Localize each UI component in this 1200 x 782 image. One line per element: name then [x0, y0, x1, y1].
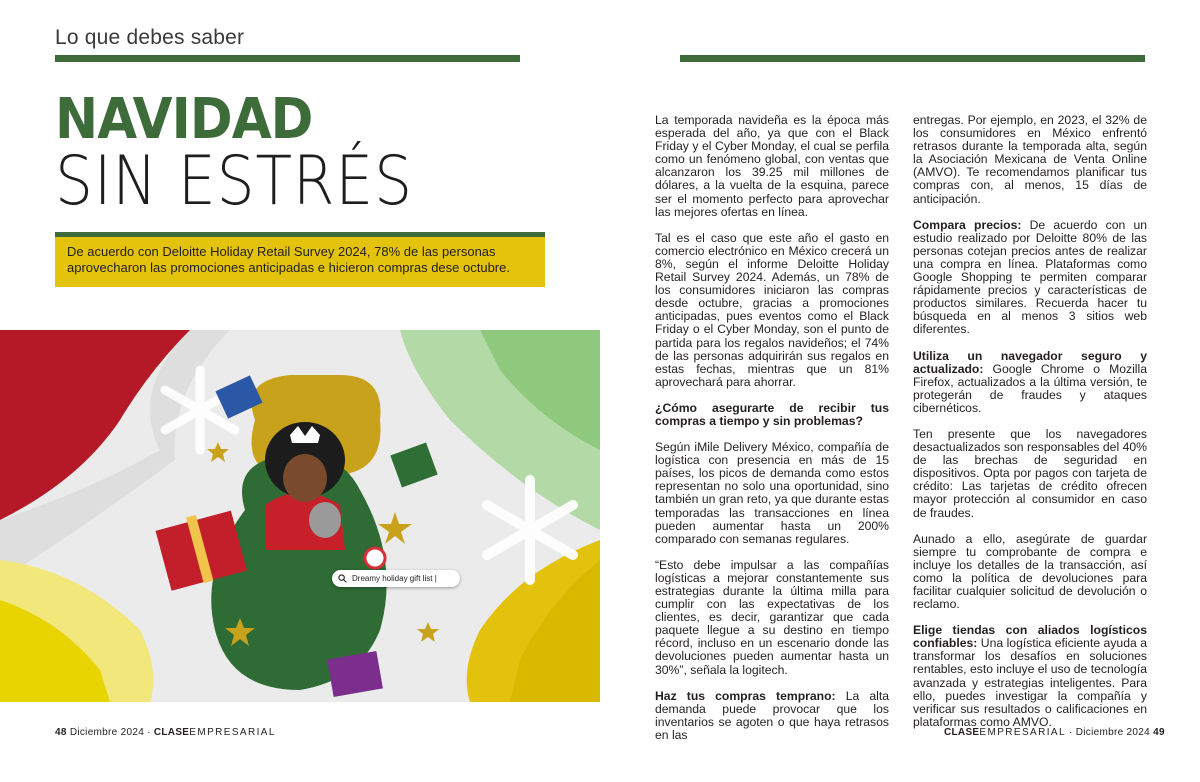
headline-line-1: NAVIDAD: [55, 87, 313, 152]
page-number-right: 49: [1153, 727, 1165, 738]
search-bar: Dreamy holiday gift list |: [332, 570, 460, 587]
search-text: Dreamy holiday gift list: [352, 574, 433, 583]
footer-date-left: Diciembre 2024 ·: [69, 727, 151, 738]
paragraph: entregas. Por ejemplo, en 2023, el 32% de los consumidores en México enfrentó retrasos durante la temporada alta, según la Asociación Mexicana de Venta Online (AMVO). Te recomendamos planificar tus compras con, al menos, 15 días de anticipación.: [913, 113, 1147, 206]
paragraph: [913, 350, 1147, 415]
article-column-1: [655, 114, 889, 755]
subheading: ¿Cómo asegurarte de recibir tus compras a tiempo y sin problemas?: [655, 400, 889, 428]
paragraph: Aunado a ello, asegúrate de guardar siempre tu comprobante de compra e incluye los detalles de la transacción, así como la política de devoluciones para facilitar cualquier solicitud de devolución o reclamo.: [913, 531, 1147, 612]
brand-rest: EMPRESARIAL: [979, 727, 1066, 738]
footer-right: [944, 727, 1165, 738]
paragraph: [655, 690, 889, 742]
header-rule-right: [680, 55, 1145, 62]
brand-rest: EMPRESARIAL: [189, 727, 276, 738]
paragraph-text: De acuerdo con un estudio realizado por Deloitte 80% de las personas cotejan precios antes de realizar una compra en línea. Plataformas como Google Shopping te permiten comparar rápidamente precios y características de productos similares. Recuerda hacer tu búsqueda en al menos 3 sitios web diferentes.: [913, 217, 1148, 337]
search-icon: [338, 574, 347, 583]
headline-line-2: SIN ESTRÉS: [55, 142, 413, 221]
lead-in: Haz tus compras temprano:: [655, 688, 836, 703]
paragraph: [913, 219, 1147, 337]
brand-bold: CLASE: [153, 727, 190, 738]
lead-in: Compara precios:: [913, 217, 1022, 232]
article-column-2: [913, 114, 1147, 742]
page-number-left: 48: [55, 727, 67, 738]
lead-in: Utiliza un navegador seguro y actualizado:: [913, 348, 1147, 376]
callout-text: De acuerdo con Deloitte Holiday Retail Survey 2024, 78% de las personas aprovecharon las promociones anticipadas e hicieron compras dese octubre.: [67, 244, 510, 275]
brand-bold: CLASE: [944, 727, 980, 738]
paragraph: Según iMile Delivery México, compañía de logística con presencia en más de 15 países, los picos de demanda como estos representan no solo una oportunidad, sino también un gran reto, ya que durante estas temporadas las transacciones en línea pueden aumentar hasta un 200% comparado con semanas regulares.: [655, 440, 889, 546]
paragraph: Ten presente que los navegadores desactualizados son responsables del 40% de las brechas de seguridad en dispositivos. Opta por pagos con tarjeta de crédito: Las tarjetas de crédito ofrecen mayor protección al consumidor en caso de fraudes.: [913, 426, 1147, 520]
paragraph: [913, 624, 1147, 729]
header-rule-left: [55, 55, 520, 62]
christmas-photo-illustration: [0, 330, 600, 702]
paragraph-text: Google Chrome o Mozilla Firefox, actualizados a la última versión, te protegerán de fraudes y ataques cibernéticos.: [913, 361, 1147, 415]
paragraph: La temporada navideña es la época más esperada del año, ya que con el Black Friday y el Cyber Monday, el cual se perfila como un fenómeno global, con ventas que alcanzaron los 39.25 mil millones de dólares, a la vuelta de la esquina, parece ser el momento perfecto para aprovechar las mejores ofertas en línea.: [655, 113, 889, 219]
paragraph: “Esto debe impulsar a las compañías logísticas a mejorar constantemente sus estrategias durante la última milla para cumplir con las expectativas de los clientes, es decir, garantizar que cada paquete llegue a su destino en tiempo récord, incluso en un escenario donde las devoluciones pueden aumentar hasta un 30%”, señala la logitech.: [655, 557, 889, 677]
callout-box: [55, 237, 545, 287]
feature-photo: [0, 330, 600, 702]
lead-in: Elige tiendas con aliados logísticos confiables:: [913, 623, 1147, 651]
paragraph: Tal es el caso que este año el gasto en comercio electrónico en México crecerá un 8%, según el informe Deloitte Holiday Retail Survey 2024. Además, un 78% de los consumidores iniciaron las compras desde octubre, gracias a promociones anticipadas, pues eventos como el Black Friday o el Cyber Monday, son el punto de partida para los regalos navideños; el 74% de las personas adquirirán sus regalos en estas fechas, mientras que un 81% aprovechará para ahorrar.: [655, 230, 889, 389]
section-label: Lo que debes saber: [55, 26, 245, 49]
paragraph-text: Una logística eficiente ayuda a transformar los desafíos en soluciones rentables, esto incluye el uso de tecnología avanzada y estrategias inteligentes. Para ello, puedes investigar la compañía y verificar sus resultados o calificaciones en plataformas como AMVO.: [913, 636, 1147, 729]
footer-left: [55, 727, 276, 738]
paragraph-text: La alta demanda puede provocar que los inventarios se agoten o que haya retrasos en las: [655, 688, 889, 742]
footer-date-right: · Diciembre 2024: [1069, 727, 1150, 738]
